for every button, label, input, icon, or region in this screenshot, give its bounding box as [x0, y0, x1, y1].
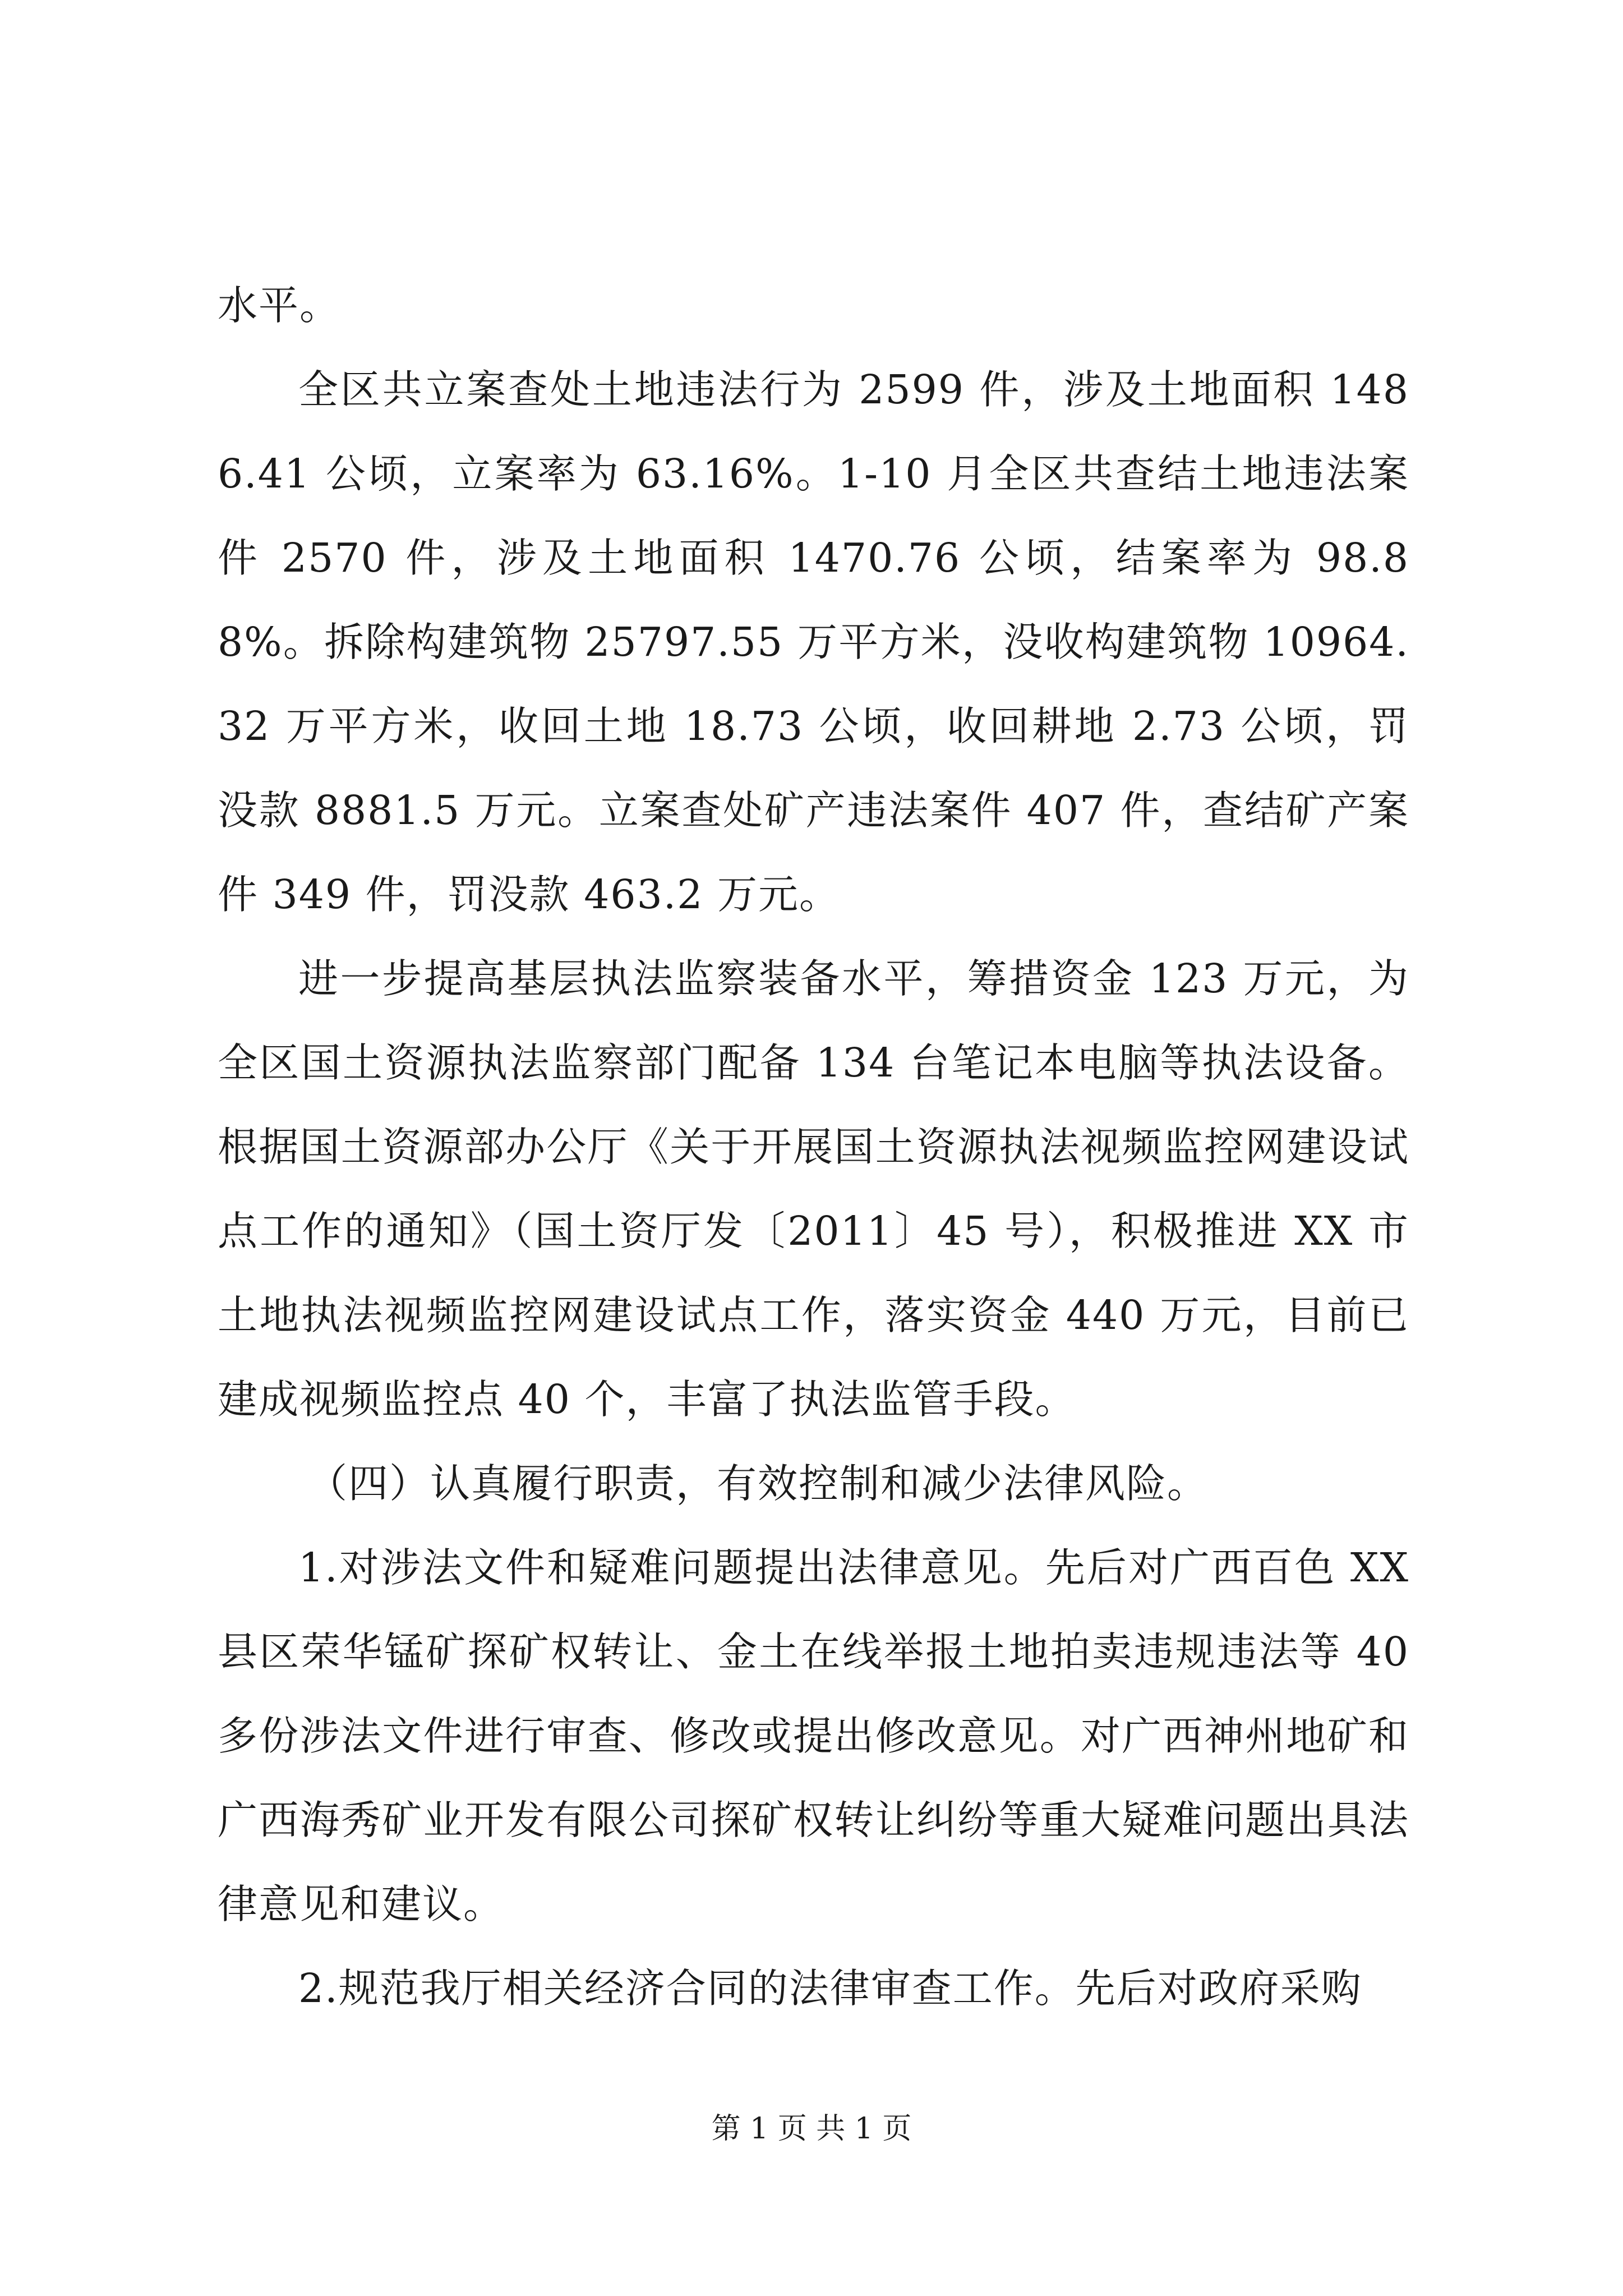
- paragraph-contract-review: 2.规范我厅相关经济合同的法律审查工作。先后对政府采购: [298, 1965, 1362, 2012]
- page-footer: 第 1 页 共 1 页: [711, 2112, 912, 2146]
- paragraph-continuation: 水平。: [218, 282, 341, 329]
- paragraph-equipment: 进一步提高基层执法监察装备水平，筹措资金 123 万元，为全区国土资源执法监察部门配备 134 台笔记本电脑等执法设备。根据国土资源部办公厅《关于开展国土资源执法视频监控网建设试点工作的通知》（国土资厅发〔2011〕45 号），积极推进 XX 市土地执法视频监控网建设试点工作，落实资金 440 万元，目前已建成视频监控点 40 个，丰富了执法监管手段。: [218, 955, 1409, 1423]
- paragraph-land-cases: 全区共立案查处土地违法行为 2599 件，涉及土地面积 1486.41 公顷，立案率为 63.16%。1-10 月全区共查结土地违法案件 2570 件，涉及土地面积 1470.76 公顷，结案率为 98.88%。拆除构建筑物 25797.55 万平方米，没收构建筑物 10964.32 万平方米，收回土地 18.73 公顷，收回耕地 2.73 公顷，罚没款 8881.5 万元。立案查处矿产违法案件 407 件，查结矿产案件 349 件，罚没款 463.2 万元。: [218, 366, 1409, 918]
- paragraph-legal-opinions: 1.对涉法文件和疑难问题提出法律意见。先后对广西百色 XX 县区荣华锰矿探矿权转让、金土在线举报土地拍卖违规违法等 40 多份涉法文件进行审查、修改或提出修改意见。对广西神州地矿和广西海秀矿业开发有限公司探矿权转让纠纷等重大疑难问题出具法律意见和建议。: [218, 1544, 1409, 1927]
- section-heading-four: （四）认真履行职责，有效控制和减少法律风险。: [307, 1460, 1209, 1507]
- document-body: [218, 264, 1409, 2031]
